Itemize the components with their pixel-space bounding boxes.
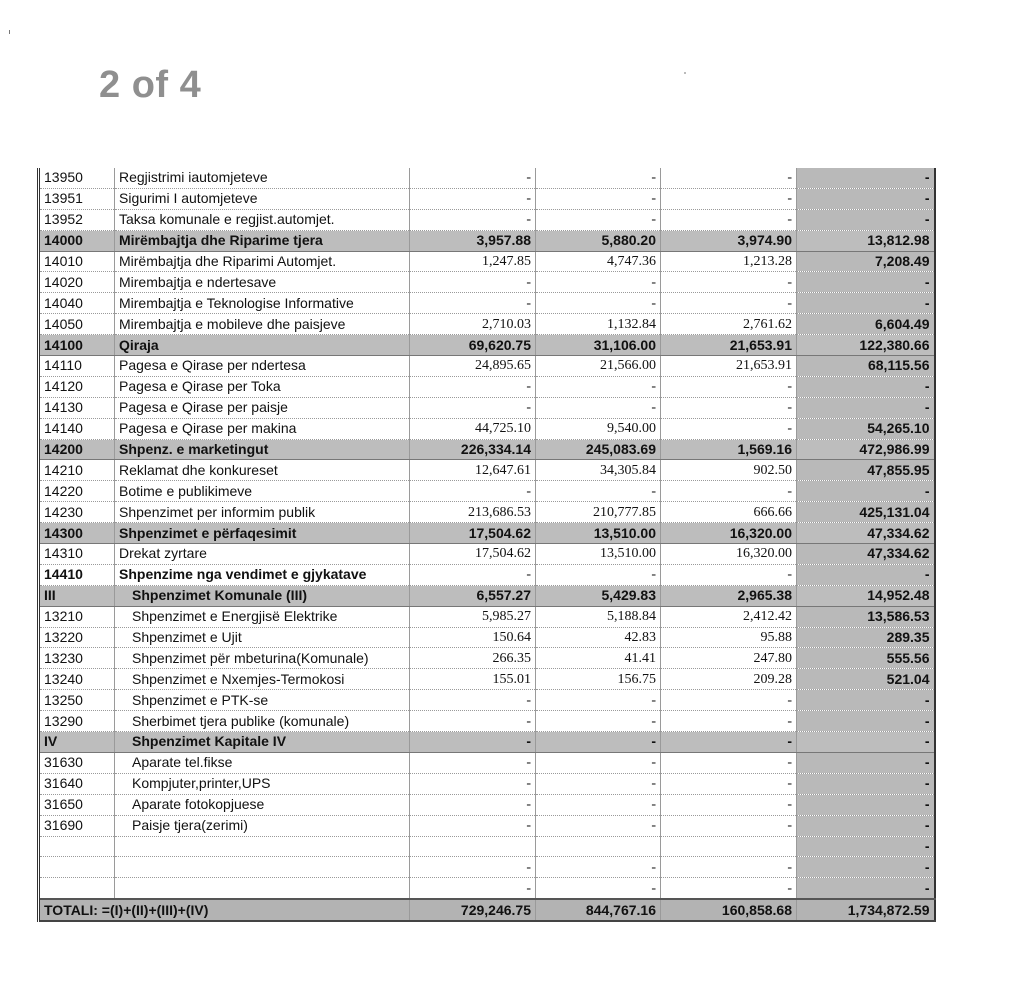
row-name: Qiraja xyxy=(115,335,410,356)
row-value-3: - xyxy=(661,815,797,836)
row-value-2: - xyxy=(536,857,661,878)
row-value-3: - xyxy=(661,711,797,732)
row-value-1: 17,504.62 xyxy=(410,523,536,544)
table-row xyxy=(39,794,935,815)
row-name: Aparate fotokopjuese xyxy=(115,794,410,815)
row-total: 47,334.62 xyxy=(797,523,935,544)
row-value-1: - xyxy=(410,272,536,293)
row-code: 14110 xyxy=(39,356,115,377)
row-total: - xyxy=(797,209,935,230)
row-code xyxy=(39,878,115,899)
row-value-1: 155.01 xyxy=(410,669,536,690)
row-code: 14210 xyxy=(39,460,115,481)
row-code: 14130 xyxy=(39,397,115,418)
table-group-row xyxy=(39,335,935,356)
row-value-2: - xyxy=(536,168,661,188)
row-code: 31630 xyxy=(39,752,115,773)
row-value-1: - xyxy=(410,376,536,397)
table-row xyxy=(39,251,935,272)
row-value-2: 245,083.69 xyxy=(536,439,661,460)
row-name: Aparate tel.fikse xyxy=(115,752,410,773)
row-total: 6,604.49 xyxy=(797,314,935,335)
row-value-1: - xyxy=(410,209,536,230)
row-name: Pagesa e Qirase per paisje xyxy=(115,397,410,418)
row-value-1: 3,957.88 xyxy=(410,230,536,251)
row-value-2: 5,188.84 xyxy=(536,606,661,627)
table-row xyxy=(39,293,935,314)
row-value-2: - xyxy=(536,397,661,418)
row-value-3: - xyxy=(661,481,797,502)
row-name: Pagesa e Qirase per makina xyxy=(115,418,410,439)
row-code: 13290 xyxy=(39,711,115,732)
row-name: Shpenz. e marketingut xyxy=(115,439,410,460)
table-row xyxy=(39,773,935,794)
row-value-2: 5,429.83 xyxy=(536,585,661,606)
row-name: Botime e publikimeve xyxy=(115,481,410,502)
row-name: Drekat zyrtare xyxy=(115,544,410,565)
row-value-1: 1,247.85 xyxy=(410,251,536,272)
table-row xyxy=(39,397,935,418)
row-total: 47,334.62 xyxy=(797,544,935,565)
row-value-3: - xyxy=(661,397,797,418)
table-row xyxy=(39,481,935,502)
row-code: 13951 xyxy=(39,188,115,209)
row-code: 14220 xyxy=(39,481,115,502)
row-value-3: 2,965.38 xyxy=(661,585,797,606)
row-code: 14300 xyxy=(39,523,115,544)
row-value-1: 12,647.61 xyxy=(410,460,536,481)
scan-speck xyxy=(9,30,10,34)
row-code: 14010 xyxy=(39,251,115,272)
row-name xyxy=(115,836,410,857)
row-code: 31650 xyxy=(39,794,115,815)
row-value-1: 69,620.75 xyxy=(410,335,536,356)
row-total: 54,265.10 xyxy=(797,418,935,439)
row-value-2: - xyxy=(536,481,661,502)
row-code: IV xyxy=(39,732,115,753)
row-value-2: - xyxy=(536,711,661,732)
table-row xyxy=(39,314,935,335)
row-code: 13210 xyxy=(39,606,115,627)
row-value-2: - xyxy=(536,188,661,209)
row-value-3: 247.80 xyxy=(661,648,797,669)
row-value-2: 1,132.84 xyxy=(536,314,661,335)
row-value-2: - xyxy=(536,732,661,753)
row-value-1: 6,557.27 xyxy=(410,585,536,606)
row-value-1: - xyxy=(410,481,536,502)
table-group-row xyxy=(39,439,935,460)
row-code: 13220 xyxy=(39,627,115,648)
row-total: 122,380.66 xyxy=(797,335,935,356)
row-value-2: - xyxy=(536,272,661,293)
row-total: - xyxy=(797,397,935,418)
row-name: Shpenzimet e Nxemjes-Termokosi xyxy=(115,669,410,690)
row-value-3: 95.88 xyxy=(661,627,797,648)
row-value-1: 226,334.14 xyxy=(410,439,536,460)
row-code: 13230 xyxy=(39,648,115,669)
row-value-3: 16,320.00 xyxy=(661,523,797,544)
table-row xyxy=(39,356,935,377)
row-value-1: - xyxy=(410,397,536,418)
row-value-3: - xyxy=(661,272,797,293)
row-value-3: - xyxy=(661,209,797,230)
table-row xyxy=(39,209,935,230)
row-value-3: - xyxy=(661,794,797,815)
page-indicator: 2 of 4 xyxy=(99,64,202,106)
row-name: Reklamat dhe konkureset xyxy=(115,460,410,481)
row-total: - xyxy=(797,752,935,773)
row-name: Pagesa e Qirase per ndertesa xyxy=(115,356,410,377)
row-value-3: - xyxy=(661,690,797,711)
grand-total-c1: 729,246.75 xyxy=(410,899,536,921)
table-row xyxy=(39,564,935,585)
table-row xyxy=(39,544,935,565)
row-name: Pagesa e Qirase per Toka xyxy=(115,376,410,397)
row-value-2: 9,540.00 xyxy=(536,418,661,439)
row-value-2: - xyxy=(536,564,661,585)
row-total: - xyxy=(797,732,935,753)
row-value-2: 4,747.36 xyxy=(536,251,661,272)
row-value-1: 24,895.65 xyxy=(410,356,536,377)
row-value-3: - xyxy=(661,752,797,773)
row-value-1: - xyxy=(410,752,536,773)
row-total: - xyxy=(797,794,935,815)
row-code: 14410 xyxy=(39,564,115,585)
row-name: Mirembajtja e mobileve dhe paisjeve xyxy=(115,314,410,335)
row-value-3: 3,974.90 xyxy=(661,230,797,251)
row-code: 13952 xyxy=(39,209,115,230)
grand-total-sum: 1,734,872.59 xyxy=(797,899,935,921)
row-name: Paisje tjera(zerimi) xyxy=(115,815,410,836)
row-code: 13240 xyxy=(39,669,115,690)
table-row xyxy=(39,815,935,836)
row-name: Taksa komunale e regjist.automjet. xyxy=(115,209,410,230)
row-value-1: 44,725.10 xyxy=(410,418,536,439)
row-value-2: - xyxy=(536,293,661,314)
row-code: 31640 xyxy=(39,773,115,794)
row-value-1: - xyxy=(410,711,536,732)
row-value-2: 34,305.84 xyxy=(536,460,661,481)
table-group-row xyxy=(39,230,935,251)
row-value-3: 16,320.00 xyxy=(661,544,797,565)
row-name: Mirëmbajtja dhe Riparimi Automjet. xyxy=(115,251,410,272)
row-value-3: 1,569.16 xyxy=(661,439,797,460)
row-total: 14,952.48 xyxy=(797,585,935,606)
row-value-1: - xyxy=(410,857,536,878)
table-row xyxy=(39,168,935,188)
row-total: - xyxy=(797,564,935,585)
row-code: 14140 xyxy=(39,418,115,439)
table-row xyxy=(39,606,935,627)
row-value-2: 210,777.85 xyxy=(536,502,661,523)
row-value-1: 5,985.27 xyxy=(410,606,536,627)
row-value-3: - xyxy=(661,878,797,899)
row-name: Mirëmbajtja dhe Riparime tjera xyxy=(115,230,410,251)
row-code: 13950 xyxy=(39,168,115,188)
row-total: - xyxy=(797,711,935,732)
row-total: 68,115.56 xyxy=(797,356,935,377)
row-value-3: - xyxy=(661,293,797,314)
row-value-3: - xyxy=(661,564,797,585)
table-row xyxy=(39,752,935,773)
table-row xyxy=(39,648,935,669)
row-name: Shpenzimet e përfaqesimit xyxy=(115,523,410,544)
row-name: Shpenzimet Komunale (III) xyxy=(115,585,410,606)
table-row xyxy=(39,502,935,523)
row-value-1: 150.64 xyxy=(410,627,536,648)
row-total: 521.04 xyxy=(797,669,935,690)
row-value-2: - xyxy=(536,773,661,794)
grand-total-label: TOTALI: =(I)+(II)+(III)+(IV) xyxy=(39,899,410,921)
row-value-1: - xyxy=(410,293,536,314)
row-value-2: 156.75 xyxy=(536,669,661,690)
row-value-1: - xyxy=(410,168,536,188)
row-value-3: - xyxy=(661,418,797,439)
row-name: Shpenzimet për mbeturina(Komunale) xyxy=(115,648,410,669)
row-name: Shpenzimet e Ujit xyxy=(115,627,410,648)
row-code: 14040 xyxy=(39,293,115,314)
row-value-2 xyxy=(536,836,661,857)
row-value-3: - xyxy=(661,732,797,753)
row-total: - xyxy=(797,168,935,188)
row-total: - xyxy=(797,857,935,878)
row-value-1 xyxy=(410,836,536,857)
table-row xyxy=(39,418,935,439)
row-total: 13,812.98 xyxy=(797,230,935,251)
row-code: 14200 xyxy=(39,439,115,460)
row-value-3: - xyxy=(661,188,797,209)
row-value-1: 213,686.53 xyxy=(410,502,536,523)
row-code: 14020 xyxy=(39,272,115,293)
row-name: Sherbimet tjera publike (komunale) xyxy=(115,711,410,732)
row-value-3: - xyxy=(661,857,797,878)
row-code: 14230 xyxy=(39,502,115,523)
row-value-3: 2,761.62 xyxy=(661,314,797,335)
row-value-1: - xyxy=(410,690,536,711)
row-name xyxy=(115,878,410,899)
row-total: - xyxy=(797,815,935,836)
row-value-3: - xyxy=(661,168,797,188)
row-name: Shpenzime nga vendimet e gjykatave xyxy=(115,564,410,585)
row-name: Shpenzimet Kapitale IV xyxy=(115,732,410,753)
row-code: 14100 xyxy=(39,335,115,356)
row-value-2: 13,510.00 xyxy=(536,544,661,565)
table-row xyxy=(39,690,935,711)
row-value-2: 21,566.00 xyxy=(536,356,661,377)
row-code xyxy=(39,836,115,857)
row-total: - xyxy=(797,690,935,711)
row-name: Mirembajtja e ndertesave xyxy=(115,272,410,293)
row-total: - xyxy=(797,272,935,293)
row-total: 7,208.49 xyxy=(797,251,935,272)
row-total: - xyxy=(797,878,935,899)
row-value-1: - xyxy=(410,878,536,899)
expense-table xyxy=(37,168,936,922)
row-value-3: - xyxy=(661,376,797,397)
row-value-2: - xyxy=(536,690,661,711)
table-row xyxy=(39,878,935,899)
grand-total-c3: 160,858.68 xyxy=(661,899,797,921)
row-value-1: - xyxy=(410,773,536,794)
scan-speck xyxy=(684,72,686,74)
row-name: Regjistrimi iautomjeteve xyxy=(115,168,410,188)
row-value-3: 21,653.91 xyxy=(661,335,797,356)
row-code xyxy=(39,857,115,878)
row-value-3: 21,653.91 xyxy=(661,356,797,377)
table-row xyxy=(39,627,935,648)
row-value-2: 31,106.00 xyxy=(536,335,661,356)
row-value-2: - xyxy=(536,815,661,836)
row-total: - xyxy=(797,481,935,502)
row-value-2: 13,510.00 xyxy=(536,523,661,544)
row-value-2: - xyxy=(536,752,661,773)
row-code: 31690 xyxy=(39,815,115,836)
table-group-row xyxy=(39,523,935,544)
row-value-2: 5,880.20 xyxy=(536,230,661,251)
row-value-1: - xyxy=(410,564,536,585)
row-total: 472,986.99 xyxy=(797,439,935,460)
row-total: - xyxy=(797,836,935,857)
row-value-1: 266.35 xyxy=(410,648,536,669)
row-value-3 xyxy=(661,836,797,857)
row-value-2: - xyxy=(536,209,661,230)
row-value-3: 902.50 xyxy=(661,460,797,481)
row-value-1: 2,710.03 xyxy=(410,314,536,335)
row-value-3: 2,412.42 xyxy=(661,606,797,627)
table-row xyxy=(39,669,935,690)
row-code: 14000 xyxy=(39,230,115,251)
row-total: - xyxy=(797,376,935,397)
row-total: 13,586.53 xyxy=(797,606,935,627)
table-row xyxy=(39,460,935,481)
row-value-2: 42.83 xyxy=(536,627,661,648)
row-value-2: - xyxy=(536,878,661,899)
table-row xyxy=(39,272,935,293)
row-value-2: - xyxy=(536,376,661,397)
row-name: Sigurimi I automjeteve xyxy=(115,188,410,209)
row-name xyxy=(115,857,410,878)
row-code: 14050 xyxy=(39,314,115,335)
table-row xyxy=(39,857,935,878)
row-name: Kompjuter,printer,UPS xyxy=(115,773,410,794)
row-total: 555.56 xyxy=(797,648,935,669)
row-total: 425,131.04 xyxy=(797,502,935,523)
row-value-1: - xyxy=(410,188,536,209)
row-value-3: 209.28 xyxy=(661,669,797,690)
row-name: Shpenzimet per informim publik xyxy=(115,502,410,523)
row-value-2: 41.41 xyxy=(536,648,661,669)
row-total: - xyxy=(797,293,935,314)
table-group-row xyxy=(39,585,935,606)
grand-total-c2: 844,767.16 xyxy=(536,899,661,921)
table-row xyxy=(39,188,935,209)
row-value-1: - xyxy=(410,732,536,753)
row-value-3: 666.66 xyxy=(661,502,797,523)
row-code: 13250 xyxy=(39,690,115,711)
row-value-1: 17,504.62 xyxy=(410,544,536,565)
table-group-row xyxy=(39,732,935,753)
row-total: - xyxy=(797,188,935,209)
table-row xyxy=(39,711,935,732)
table-body xyxy=(39,168,935,899)
row-value-3: 1,213.28 xyxy=(661,251,797,272)
row-total: - xyxy=(797,773,935,794)
row-name: Shpenzimet e Energjisë Elektrike xyxy=(115,606,410,627)
row-value-3: - xyxy=(661,773,797,794)
row-code: III xyxy=(39,585,115,606)
table-row xyxy=(39,376,935,397)
row-code: 14120 xyxy=(39,376,115,397)
row-value-2: - xyxy=(536,794,661,815)
row-value-1: - xyxy=(410,815,536,836)
row-name: Shpenzimet e PTK-se xyxy=(115,690,410,711)
grand-total-row xyxy=(39,899,935,921)
table-row xyxy=(39,836,935,857)
row-total: 289.35 xyxy=(797,627,935,648)
row-code: 14310 xyxy=(39,544,115,565)
row-name: Mirembajtja e Teknologise Informative xyxy=(115,293,410,314)
row-value-1: - xyxy=(410,794,536,815)
row-total: 47,855.95 xyxy=(797,460,935,481)
